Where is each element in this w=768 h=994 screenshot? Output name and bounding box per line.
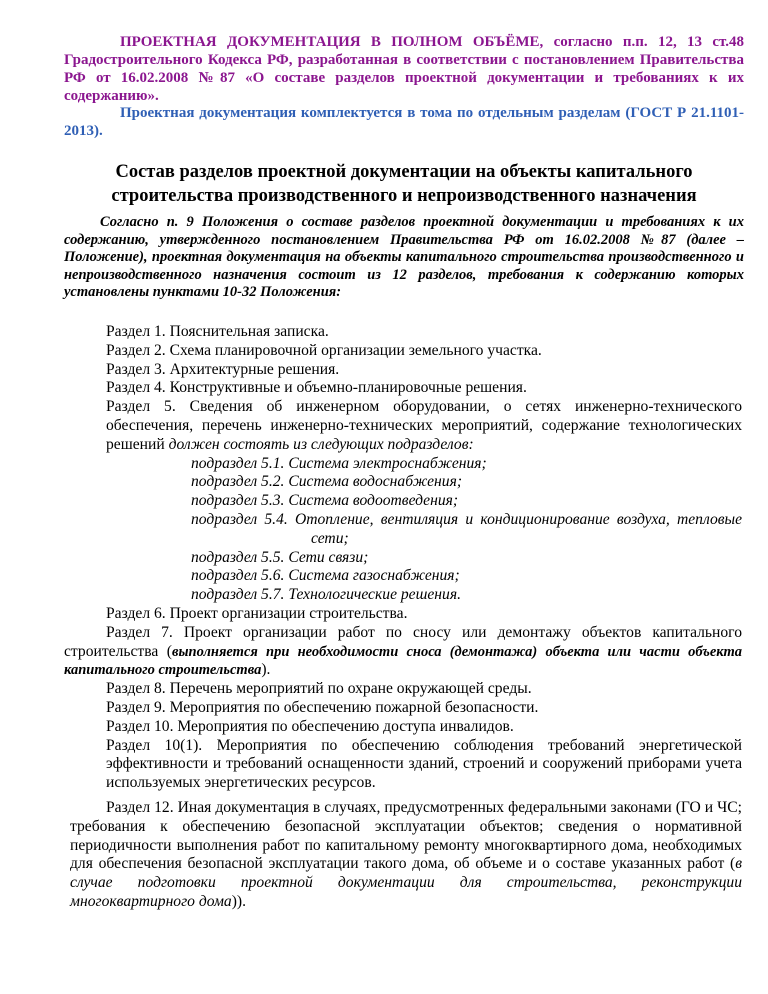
subsection-5-5: подраздел 5.5. Сети связи;	[191, 548, 369, 566]
section-3: Раздел 3. Архитектурные решения.	[106, 360, 340, 378]
gost-note: Проектная документация комплектуется в тома по отдельным разделам (ГОСТ Р 21.1101-2013).	[64, 105, 744, 139]
section-7-note: выполняется при необходимости сноса (демонтажа) объекта или части объекта капитального строительства	[64, 643, 742, 679]
section-12-note: в случае подготовки проектной документации для строительства, реконструкции многоквартирного дома	[70, 855, 742, 910]
section-7	[64, 624, 742, 680]
basis-paragraph: Согласно п. 9 Положения о составе разделов проектной документации и требованиях к их содержанию, утвержденного постановлением Правительства РФ от 16.02.2008 №87 (далее – Положение), проектная документация на объекты капитального строительства производственного и непроизводственного назначения состоит из 12 разделов, требования к содержанию которых установлены пунктами 10-32 Положения:	[64, 214, 744, 300]
sections-list	[64, 323, 742, 912]
section-5-text: Раздел 5. Сведения об инженерном оборудовании, о сетях инженерно-технического обеспечения, перечень инженерно-технических мероприятий, содержание технологических решений	[106, 398, 742, 453]
section-5-note: должен состоять из следующих подразделов:	[168, 435, 474, 453]
subsection-5-1: подраздел 5.1. Система электроснабжения;	[191, 454, 487, 472]
section-2: Раздел 2. Схема планировочной организации земельного участка.	[106, 341, 542, 359]
section-5	[106, 398, 742, 454]
section-7-end: ).	[261, 661, 271, 679]
section-1: Раздел 1. Пояснительная записка.	[106, 323, 329, 340]
section-4: Раздел 4. Конструктивные и объемно-планировочные решения.	[106, 379, 527, 397]
section-8: Раздел 8. Перечень мероприятий по охране окружающей среды.	[106, 680, 532, 698]
section-10-1: Раздел 10(1). Мероприятия по обеспечению соблюдения требований энергетической эффективности и требований оснащенности зданий, строений и сооружений приборами учета используемых энергетических ресурсов.	[106, 736, 742, 792]
section-9: Раздел 9. Мероприятия по обеспечению пожарной безопасности.	[106, 698, 539, 716]
subsection-5-3: подраздел 5.3. Система водоотведения;	[191, 492, 459, 510]
section-7-text: Раздел 7. Проект организации работ по сносу или демонтажу объектов капитального строительства (	[64, 623, 742, 660]
section-10: Раздел 10. Мероприятия по обеспечению доступа инвалидов.	[106, 717, 514, 735]
section-6: Раздел 6. Проект организации строительства.	[106, 604, 408, 622]
intro-paragraph: ПРОЕКТНАЯ ДОКУМЕНТАЦИЯ В ПОЛНОМ ОБЪЁМЕ, согласно п.п. 12, 13 ст.48 Градостроительного Кодекса РФ, разработанная в соответствии с постановлением Правительства РФ от 16.02.2008 №87 «О составе разделов проектной документации и требованиях к их содержанию».	[64, 34, 744, 104]
section-12-end: )).	[231, 892, 247, 910]
subsection-5-2: подраздел 5.2. Система водоснабжения;	[191, 473, 463, 491]
section-12-text: Раздел 12. Иная документация в случаях, предусмотренных федеральными законами (ГО и ЧС; требования к обеспечению безопасной эксплуатации объектов; сведения о нормативной периодичности выполнения работ по капитальному ремонту многоквартирного дома, необходимых для обеспечения безопасной эксплуатации такого дома, об объеме и о составе указанных работ (	[70, 798, 742, 873]
subsection-5-7: подраздел 5.7. Технологические решения.	[191, 586, 461, 604]
document-title: Состав разделов проектной документации на объекты капитального строительства производственного и непроизводственного назначения	[111, 162, 697, 206]
subsection-5-6: подраздел 5.6. Система газоснабжения;	[191, 567, 460, 585]
subsection-5-4: подраздел 5.4. Отопление, вентиляция и кондиционирование воздуха, тепловые сети;	[191, 510, 742, 547]
section-12	[70, 799, 742, 912]
